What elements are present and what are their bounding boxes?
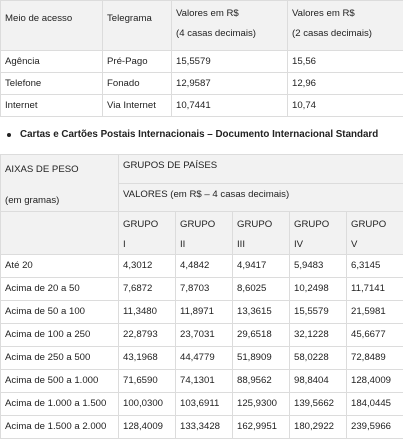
access-rates-table (0, 0, 403, 117)
table-row (1, 370, 403, 393)
header-grupos-de-paises: GRUPOS DE PAÍSES (119, 155, 403, 184)
weight-range-cell: Acima de 250 a 500 (1, 347, 119, 370)
table-row (1, 95, 403, 117)
value-cell: 13,3615 (233, 301, 290, 324)
table-header-row (1, 212, 403, 255)
value-cell: 133,3428 (176, 416, 233, 439)
value-cell: 32,1228 (290, 324, 347, 347)
value-cell: 72,8489 (347, 347, 403, 370)
table-row (1, 324, 403, 347)
value-cell: 11,3480 (119, 301, 176, 324)
weight-range-cell: Acima de 500 a 1.000 (1, 370, 119, 393)
weight-range-cell: Acima de 100 a 250 (1, 324, 119, 347)
table-cell: Telefone (1, 73, 103, 95)
table-row (1, 278, 403, 301)
value-cell: 98,8404 (290, 370, 347, 393)
value-cell: 10,2498 (290, 278, 347, 301)
value-cell: 6,3145 (347, 255, 403, 278)
section-heading (0, 117, 403, 154)
value-cell: 11,8971 (176, 301, 233, 324)
value-cell: 23,7031 (176, 324, 233, 347)
value-cell: 71,6590 (119, 370, 176, 393)
header-valores-4-casas: Valores em R$ (4 casas decimais) (172, 1, 288, 51)
value-cell: 21,5981 (347, 301, 403, 324)
value-cell: 4,9417 (233, 255, 290, 278)
weight-range-cell: Acima de 1.000 a 1.500 (1, 393, 119, 416)
table-cell: 12,9587 (172, 73, 288, 95)
value-cell: 58,0228 (290, 347, 347, 370)
table-body (1, 255, 403, 439)
value-cell: 51,8909 (233, 347, 290, 370)
weight-range-cell: Acima de 50 a 100 (1, 301, 119, 324)
table-cell: Internet (1, 95, 103, 117)
value-cell: 100,0300 (119, 393, 176, 416)
header-grupo-iii: GRUPO III (233, 212, 290, 255)
section-heading-text: Cartas e Cartões Postais Internacionais – Documento Internacional Standard (20, 129, 378, 140)
table-row (1, 51, 403, 73)
value-cell: 5,9483 (290, 255, 347, 278)
table-cell: Via Internet (103, 95, 172, 117)
table-cell: Agência (1, 51, 103, 73)
table-cell: 15,5579 (172, 51, 288, 73)
table-cell: 10,7441 (172, 95, 288, 117)
weight-range-cell: Acima de 20 a 50 (1, 278, 119, 301)
weight-range-cell: Até 20 (1, 255, 119, 278)
header-grupo-i: GRUPO I (119, 212, 176, 255)
value-cell: 88,9562 (233, 370, 290, 393)
value-cell: 239,5966 (347, 416, 403, 439)
international-rates-table (0, 154, 403, 439)
value-cell: 128,4009 (347, 370, 403, 393)
header-grupo-iv: GRUPO IV (290, 212, 347, 255)
header-blank (1, 212, 119, 255)
table-cell: Fonado (103, 73, 172, 95)
table-cell: 10,74 (288, 95, 403, 117)
value-cell: 29,6518 (233, 324, 290, 347)
bullet-icon (7, 133, 11, 137)
header-valores-2-casas: Valores em R$ (2 casas decimais) (288, 1, 403, 51)
table-row (1, 301, 403, 324)
value-cell: 22,8793 (119, 324, 176, 347)
header-telegrama: Telegrama (103, 1, 172, 51)
value-cell: 139,5662 (290, 393, 347, 416)
table-cell: 12,96 (288, 73, 403, 95)
value-cell: 7,6872 (119, 278, 176, 301)
value-cell: 162,9951 (233, 416, 290, 439)
value-cell: 4,4842 (176, 255, 233, 278)
value-cell: 128,4009 (119, 416, 176, 439)
header-grupo-v: GRUPO V (347, 212, 403, 255)
value-cell: 180,2922 (290, 416, 347, 439)
value-cell: 74,1301 (176, 370, 233, 393)
table-cell: 15,56 (288, 51, 403, 73)
header-valores: VALORES (em R$ – 4 casas decimais) (119, 183, 403, 212)
value-cell: 184,0445 (347, 393, 403, 416)
weight-range-cell: Acima de 1.500 a 2.000 (1, 416, 119, 439)
value-cell: 103,6911 (176, 393, 233, 416)
value-cell: 44,4779 (176, 347, 233, 370)
value-cell: 125,9300 (233, 393, 290, 416)
table-row (1, 347, 403, 370)
value-cell: 11,7141 (347, 278, 403, 301)
value-cell: 43,1968 (119, 347, 176, 370)
value-cell: 8,6025 (233, 278, 290, 301)
value-cell: 15,5579 (290, 301, 347, 324)
table-row (1, 255, 403, 278)
header-grupo-ii: GRUPO II (176, 212, 233, 255)
table-row (1, 73, 403, 95)
table-header-row (1, 1, 403, 51)
value-cell: 45,6677 (347, 324, 403, 347)
table-header-row (1, 155, 403, 184)
value-cell: 7,8703 (176, 278, 233, 301)
table-row (1, 393, 403, 416)
value-cell: 4,3012 (119, 255, 176, 278)
table-row (1, 416, 403, 439)
table-cell: Pré-Pago (103, 51, 172, 73)
header-meio-de-acesso: Meio de acesso (1, 1, 103, 51)
header-faixas-de-peso: AIXAS DE PESO (em gramas) (1, 155, 119, 212)
